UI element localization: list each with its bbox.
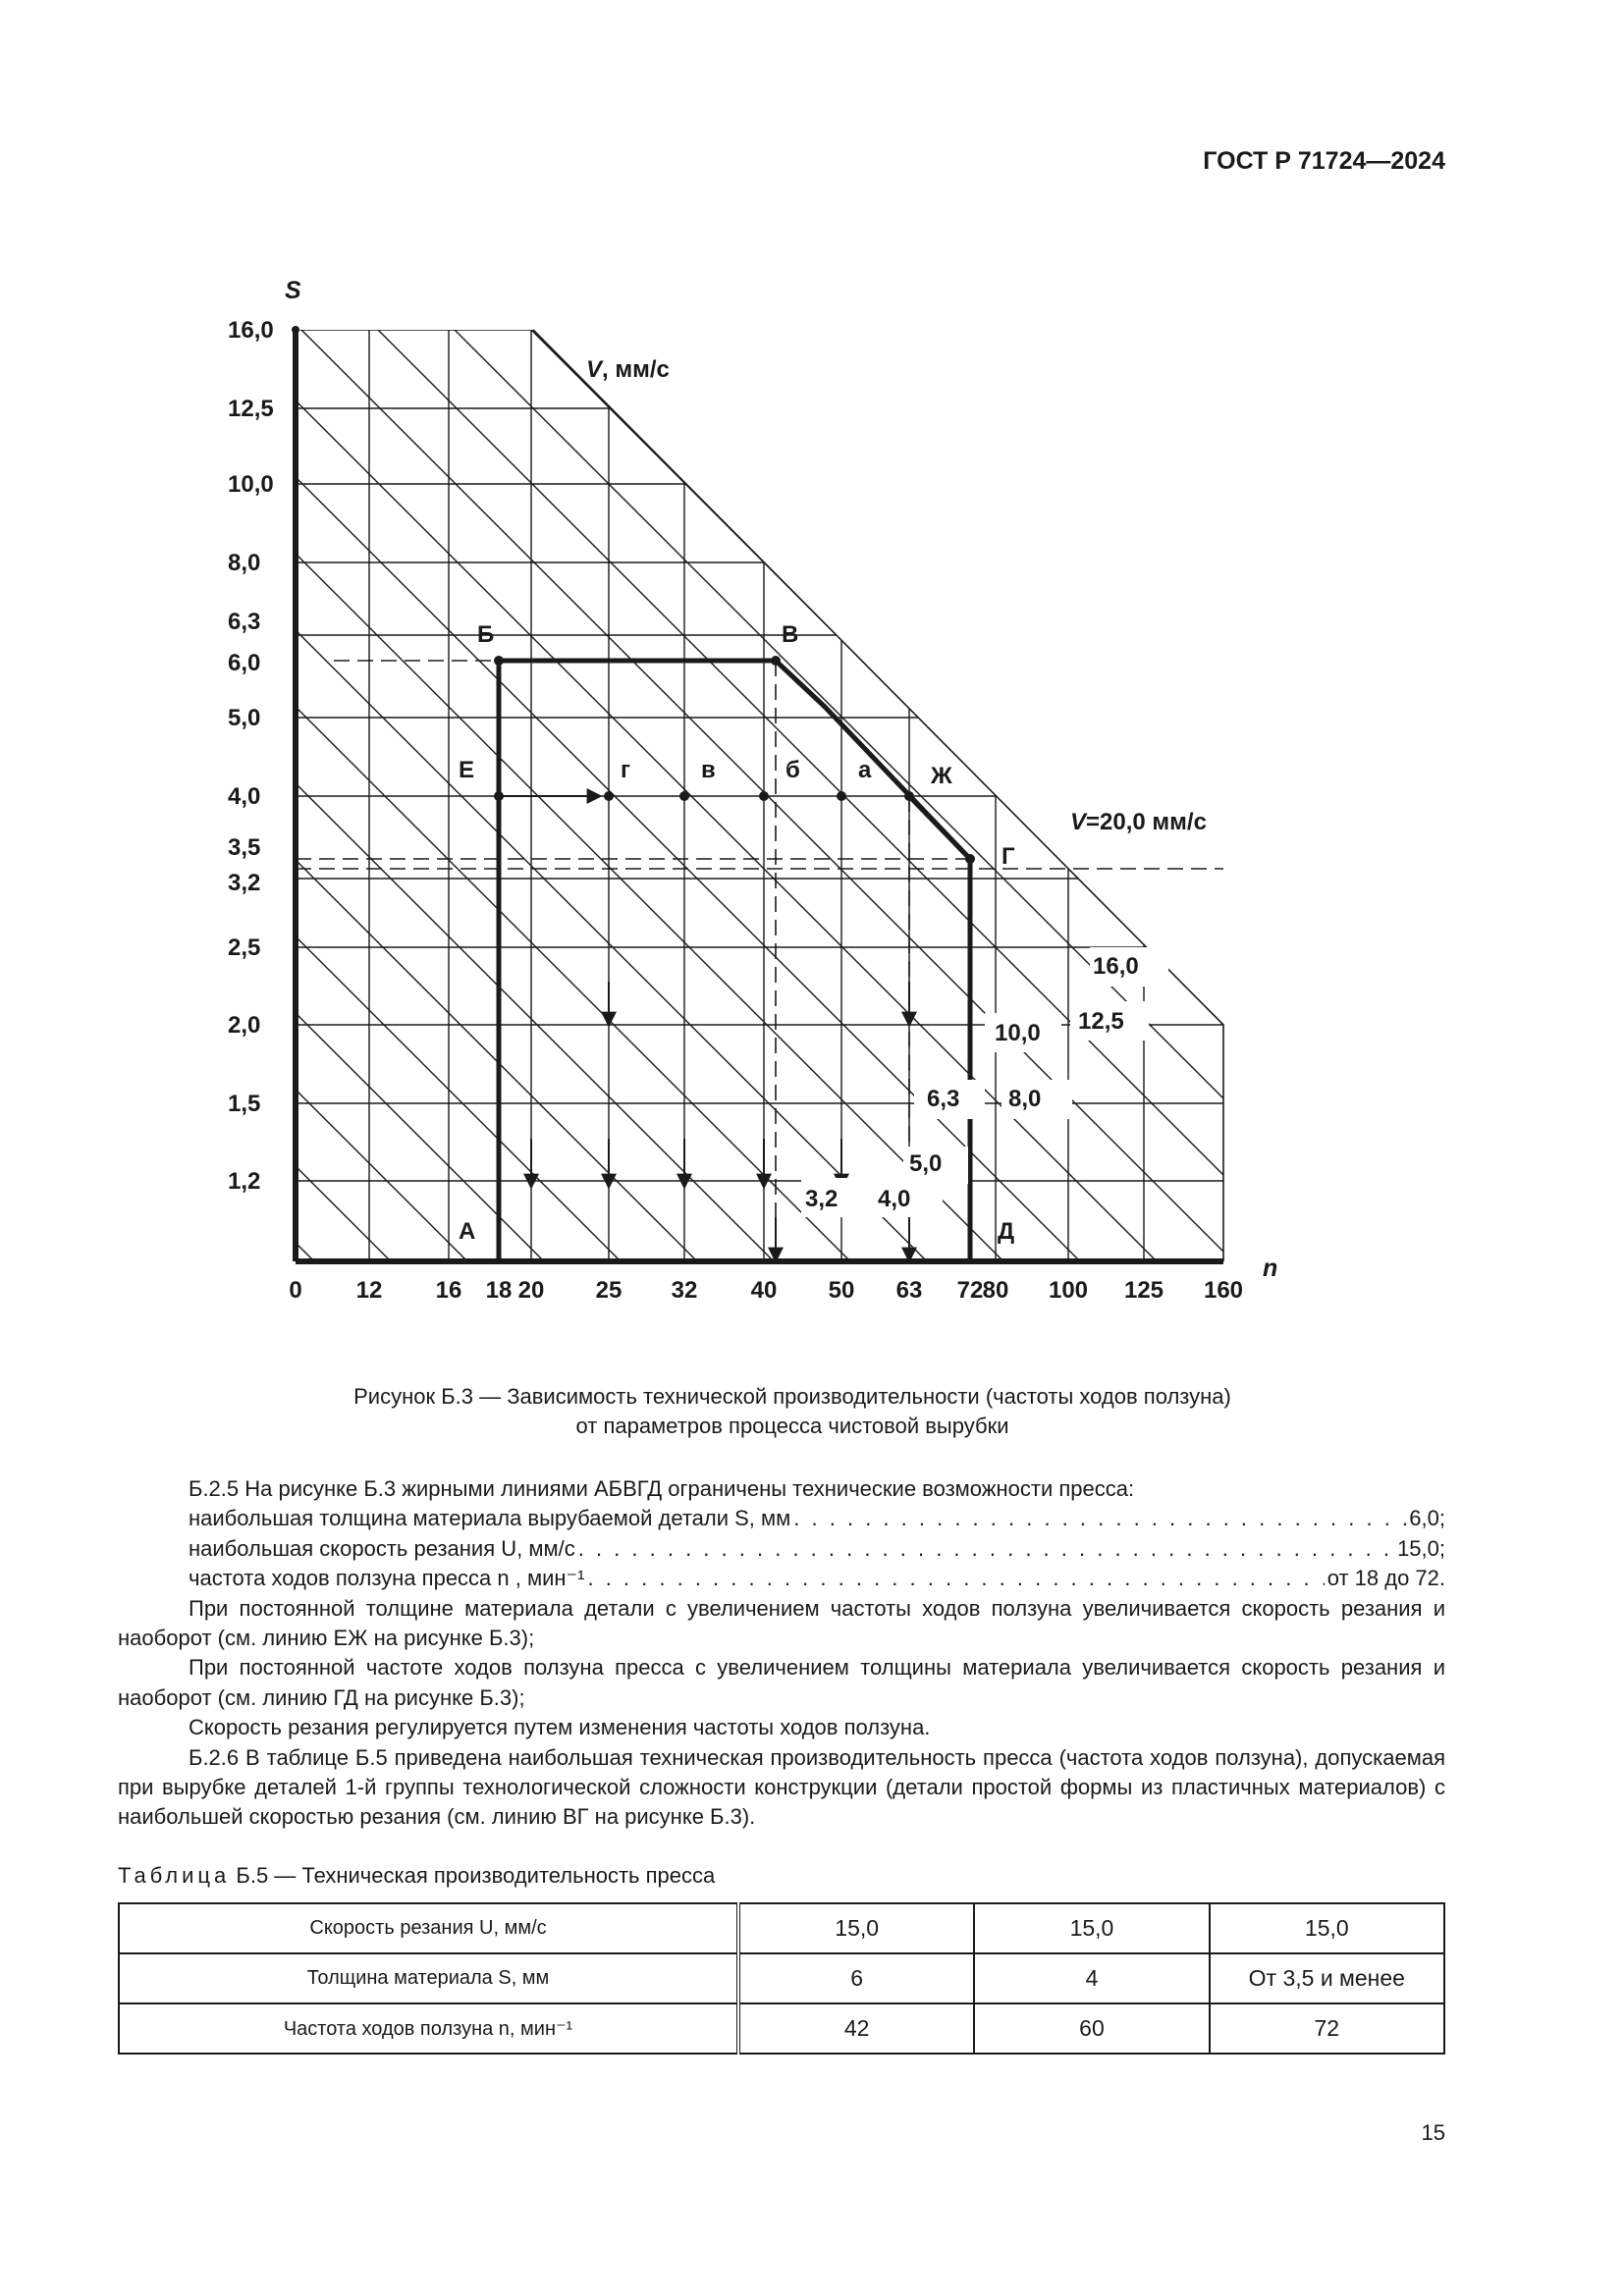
standard-header: ГОСТ Р 71724—2024 <box>1203 147 1445 175</box>
x-tick-label: 12 <box>355 1277 383 1304</box>
y-tick-label: 16,0 <box>228 317 274 344</box>
leader-dots <box>578 1534 1394 1564</box>
y-axis-top-dot <box>292 326 299 334</box>
table-title-label: Таблица <box>118 1863 231 1888</box>
velocity-line <box>296 936 1376 1374</box>
boundary-point-label: В <box>782 621 799 648</box>
leader-dots <box>587 1564 1324 1593</box>
boundary-point-label: Г <box>1001 843 1015 870</box>
list-label: наибольшая толщина материала вырубаемой детали S, мм <box>189 1506 791 1531</box>
boundary-point-label: А <box>459 1218 476 1245</box>
x-tick-label: 18 <box>485 1277 513 1304</box>
table-b5 <box>118 1902 1445 2055</box>
y-tick-label: 1,5 <box>228 1091 261 1117</box>
leader-dots <box>793 1504 1406 1533</box>
y-tick-label: 2,5 <box>228 934 261 961</box>
table-cell: От 3,5 и менее <box>1210 1953 1444 2003</box>
x-tick-label: 40 <box>750 1277 778 1304</box>
velocity-line <box>296 0 1376 1021</box>
velocity-value-label: 4,0 <box>878 1186 911 1212</box>
boundary-segment-zh <box>909 796 970 859</box>
velocity-value-label: 12,5 <box>1078 1008 1124 1035</box>
row-header: Частота ходов ползуна n, мин⁻¹ <box>119 2003 738 2054</box>
body-text <box>118 1474 1445 1833</box>
y-tick-label: 10,0 <box>228 471 274 498</box>
y-tick-label: 3,5 <box>228 834 261 861</box>
line-ezh-label: Ж <box>931 763 952 789</box>
line-ezh-point <box>759 791 769 801</box>
table-cell: 72 <box>1210 2003 1444 2054</box>
x-tick-label: 25 <box>595 1277 623 1304</box>
y-tick-label: 8,0 <box>228 550 261 576</box>
y-tick-label: 5,0 <box>228 705 261 731</box>
paragraph: При постоянной частоте ходов ползуна пресса с увеличением толщины материала увеличивается скорость резания и наоборот (см. линию ГД на рисунке Б.3); <box>118 1655 1445 1710</box>
boundary-vertex <box>771 656 781 666</box>
paragraph-b26: Б.2.6 В таблице Б.5 приведена наибольшая техническая производительность пресса (частота ходов ползуна), допускаемая при вырубке деталей 1-й группы технологической сложности конструкции (детали простой формы из пластичных материалов) с наибольшей скоростью резания (см. линию ВГ на рисунке Б.3). <box>118 1744 1445 1830</box>
y-tick-label: 6,0 <box>228 650 261 676</box>
y-tick-label: 6,3 <box>228 609 261 635</box>
y-axis-label: S <box>285 277 301 304</box>
velocity-line <box>296 477 1376 1374</box>
velocity-line <box>296 1090 1376 1374</box>
list-label: наибольшая скорость резания U, мм/с <box>189 1535 575 1561</box>
list-item <box>118 1534 1445 1564</box>
max-velocity-label: V=20,0 мм/с <box>1070 809 1207 835</box>
table-cell: 6 <box>738 1953 974 2003</box>
list-value: 15,0; <box>1397 1535 1445 1561</box>
velocity-line <box>296 1319 1376 1374</box>
x-tick-label: 160 <box>1203 1277 1244 1304</box>
velocity-line <box>296 247 1376 1327</box>
y-tick-label: 3,2 <box>228 870 261 896</box>
y-tick-label: 2,0 <box>228 1012 261 1039</box>
caption-line-2: от параметров процесса чистовой вырубки <box>575 1414 1009 1438</box>
x-tick-label: 100 <box>1048 1277 1089 1304</box>
velocity-value-label: 10,0 <box>995 1020 1041 1046</box>
line-ezh-point <box>837 791 846 801</box>
page-number: 15 <box>1421 2120 1445 2145</box>
table-row <box>119 1903 1444 1953</box>
table-cell: 60 <box>974 2003 1209 2054</box>
list-item <box>118 1564 1445 1593</box>
velocity-value-label: 8,0 <box>1008 1086 1042 1112</box>
boundary-point-label: Д <box>998 1218 1015 1245</box>
velocity-lines <box>296 0 1376 1374</box>
velocity-line <box>296 18 1376 1097</box>
x-tick-label: 20 <box>517 1277 545 1304</box>
velocity-line <box>296 400 1376 1374</box>
paragraph: При постоянной толщине материала детали с увеличением частоты ходов ползуна увеличивается скорость резания и наоборот (см. линию ЕЖ на рисунке Б.3); <box>118 1595 1445 1651</box>
velocity-value-label: 6,3 <box>927 1086 960 1112</box>
x-tick-label: 0 <box>289 1277 302 1304</box>
table-cell: 42 <box>738 2003 974 2054</box>
x-tick-label: 72 <box>956 1277 984 1304</box>
line-ezh-label: в <box>701 757 716 783</box>
table-row <box>119 1953 1444 2003</box>
chart-labels <box>228 277 1277 1304</box>
velocity-lines-clipped <box>296 0 1376 1374</box>
paragraph-b25: Б.2.5 На рисунке Б.3 жирными линиями АБВГД ограничены технические возможности пресса: <box>189 1476 1135 1501</box>
y-tick-label: 1,2 <box>228 1168 261 1195</box>
y-tick-label: 4,0 <box>228 783 261 810</box>
line-ezh-label: Е <box>459 757 475 783</box>
table-row <box>119 2003 1444 2054</box>
velocity-line <box>296 171 1376 1251</box>
velocity-value-label: 3,2 <box>805 1186 839 1212</box>
paragraph: Скорость резания регулируется путем изменения частоты ходов ползуна. <box>189 1715 931 1740</box>
list-item <box>118 1504 1445 1533</box>
list-value: от 18 до 72. <box>1326 1566 1445 1591</box>
velocity-value-label: 16,0 <box>1093 953 1139 980</box>
row-header: Толщина материала S, мм <box>119 1953 738 2003</box>
row-header: Скорость резания U, мм/с <box>119 1903 738 1953</box>
y-tick-label: 12,5 <box>228 396 274 422</box>
line-ezh-label: б <box>785 757 800 783</box>
list-value: 6,0; <box>1409 1506 1445 1531</box>
velocity-axis-label: V, мм/с <box>586 356 670 383</box>
figure-caption <box>177 1382 1408 1441</box>
table-cell: 15,0 <box>738 1903 974 1953</box>
table-cell: 15,0 <box>974 1903 1209 1953</box>
table-cell: 4 <box>974 1953 1209 2003</box>
caption-line-1: Рисунок Б.3 — Зависимость технической производительности (частоты ходов ползуна) <box>353 1384 1231 1409</box>
line-ezh-point <box>494 791 504 801</box>
x-tick-label: 32 <box>671 1277 698 1304</box>
x-tick-label: 125 <box>1123 1277 1164 1304</box>
boundary-vertex <box>494 656 504 666</box>
line-ezh-point <box>604 791 614 801</box>
line-ezh-label: а <box>858 757 872 783</box>
velocity-value-label: 5,0 <box>909 1150 943 1177</box>
boundary-point-label: Б <box>477 621 495 648</box>
x-tick-label: 16 <box>435 1277 462 1304</box>
x-tick-label: 50 <box>828 1277 855 1304</box>
x-axis-label: n <box>1263 1255 1278 1282</box>
list-label: частота ходов ползуна пресса n , мин⁻¹ <box>189 1566 585 1591</box>
line-ezh-point <box>679 791 689 801</box>
x-tick-label: 63 <box>895 1277 923 1304</box>
table-title <box>118 1863 715 1889</box>
table-cell: 15,0 <box>1210 1903 1444 1953</box>
line-ezh-label: г <box>621 757 630 783</box>
velocity-line <box>296 707 1376 1374</box>
chart-axes <box>292 326 1223 1261</box>
x-tick-label: 80 <box>982 1277 1009 1304</box>
table-title-text: Б.5 — Техническая производительность пресса <box>236 1863 716 1888</box>
